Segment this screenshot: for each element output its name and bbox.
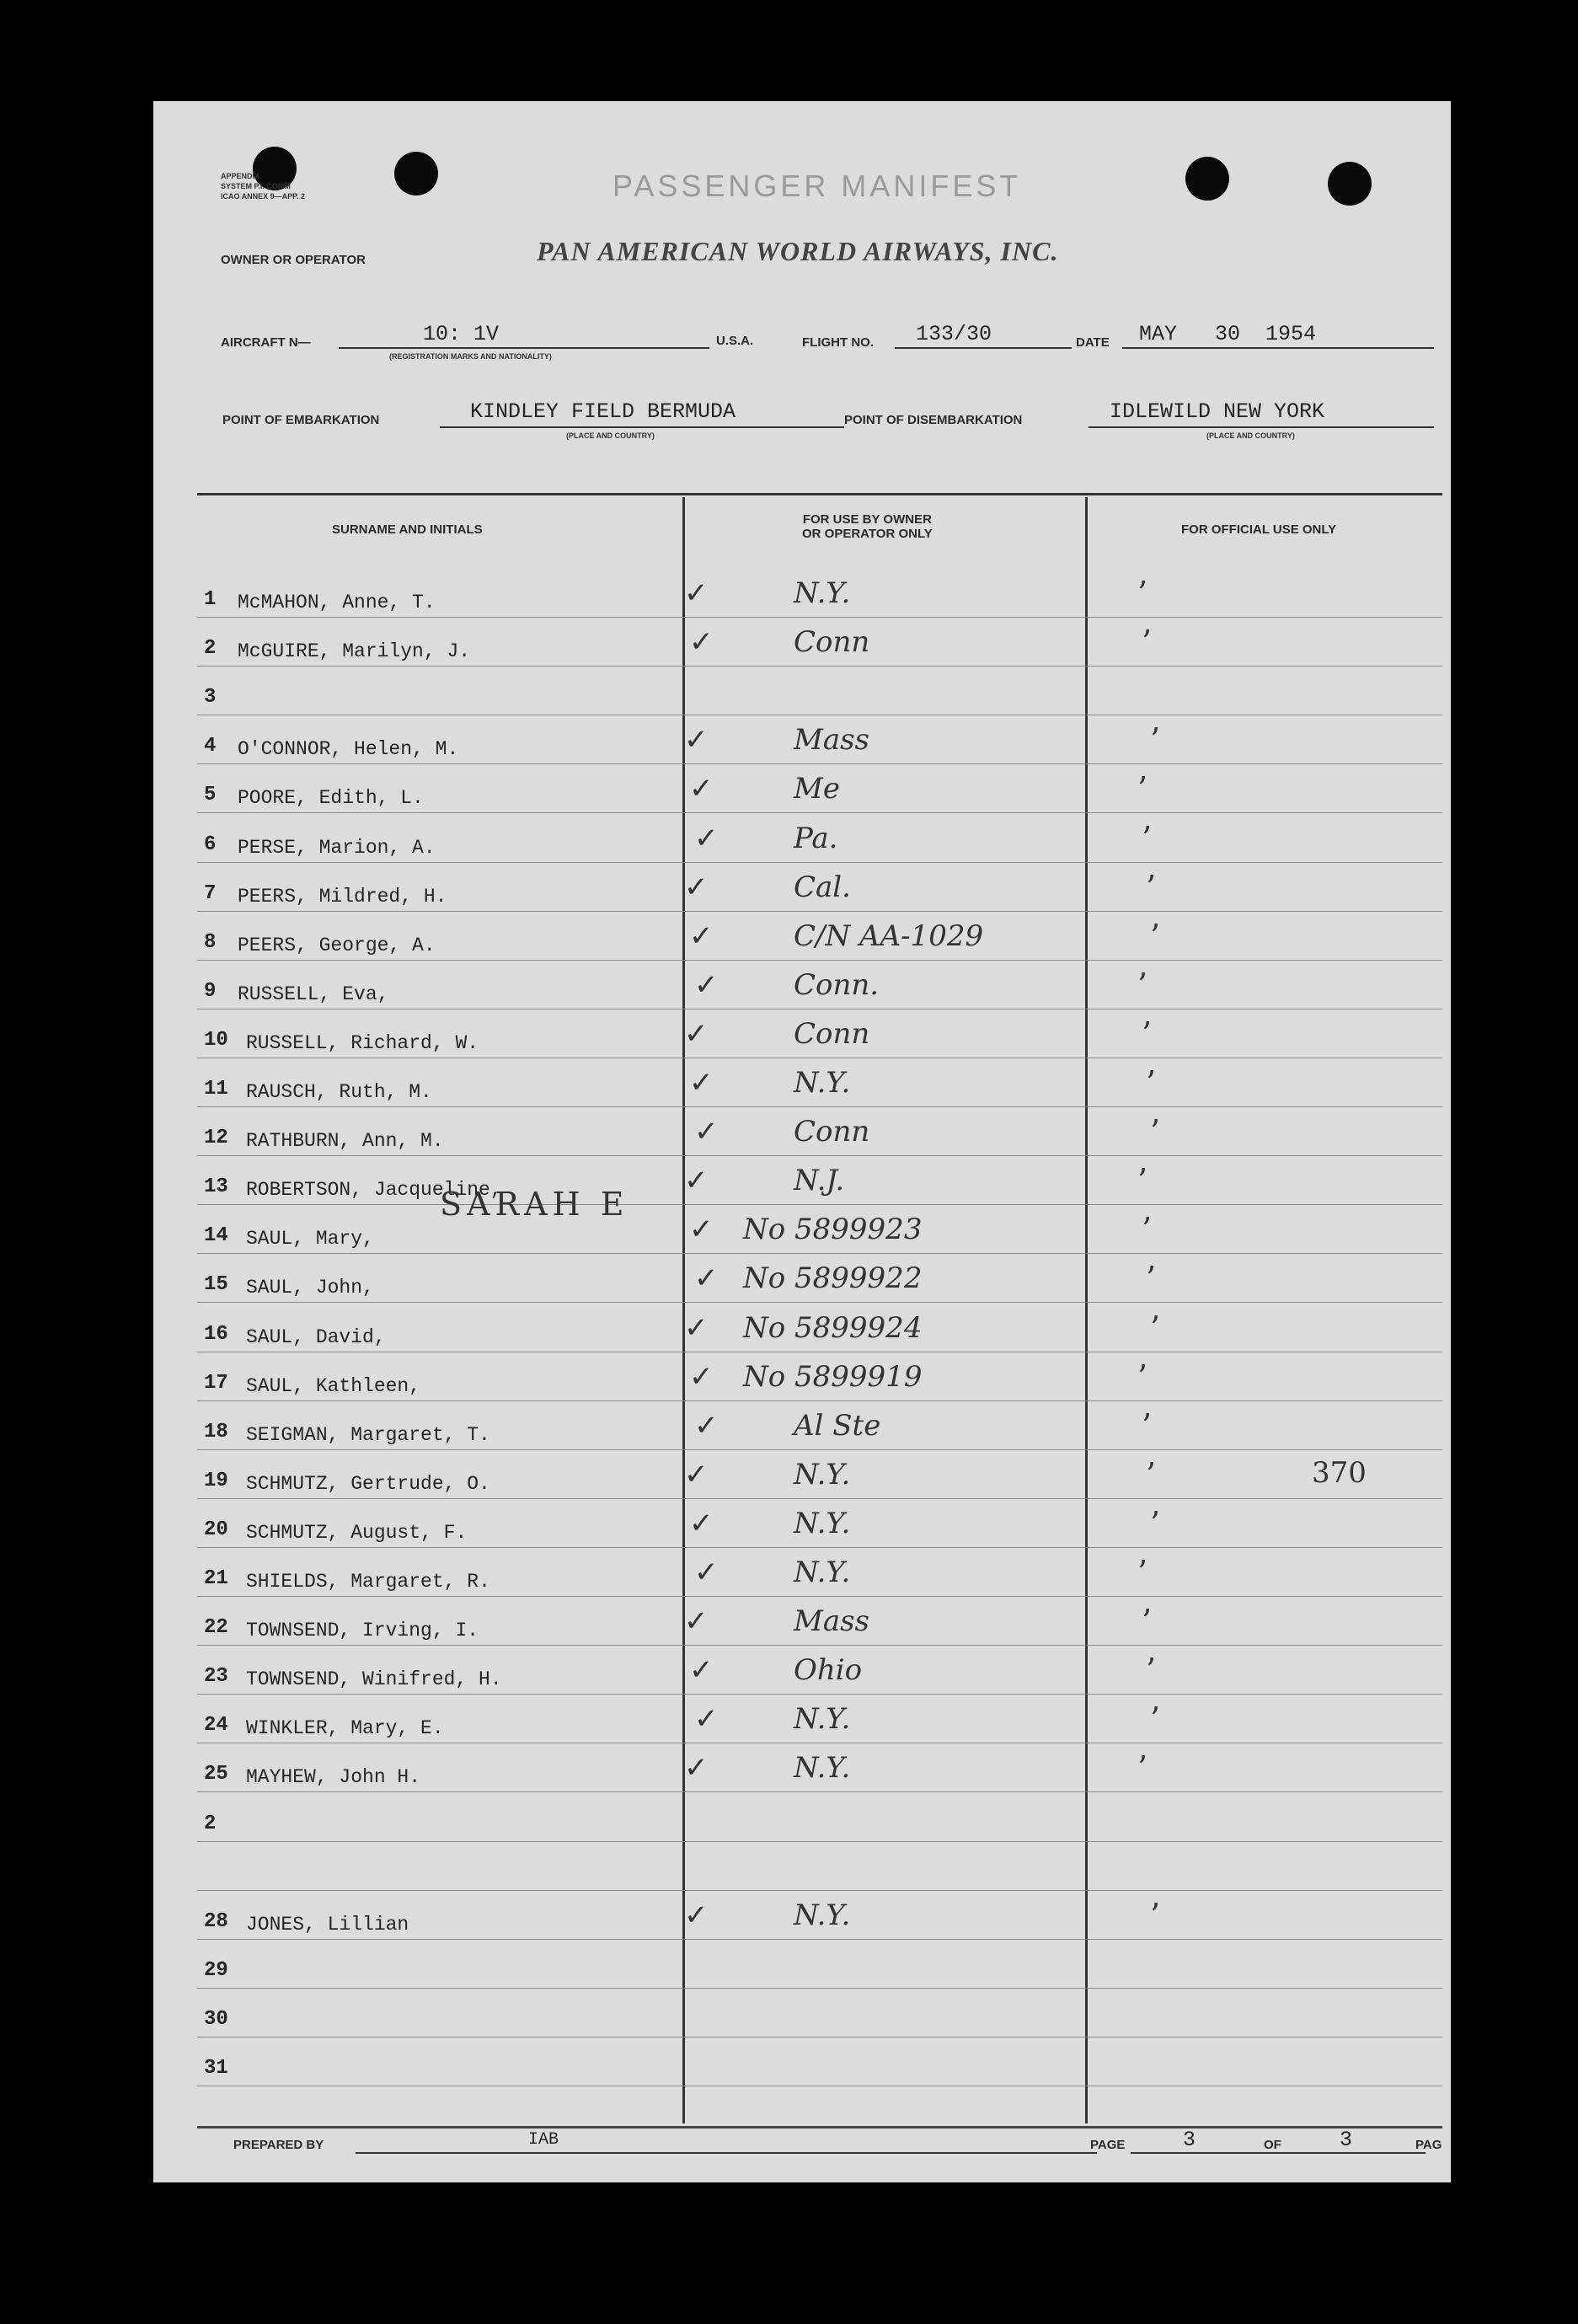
operator-note: Conn <box>794 1017 870 1051</box>
official-tick-icon: ’ <box>1137 575 1148 612</box>
operator-note: N.Y. <box>794 1556 851 1589</box>
table-row <box>153 1015 1451 1071</box>
table-row <box>153 1211 1451 1266</box>
operator-note: Al Ste <box>794 1409 881 1443</box>
row-underline <box>197 862 1442 863</box>
check-mark-icon: ✓ <box>689 1360 714 1394</box>
row-number: 13 <box>204 1175 228 1198</box>
check-mark-icon: ✓ <box>694 822 719 855</box>
passenger-name: SEIGMAN, Margaret, T. <box>246 1424 490 1446</box>
operator-note: N.Y. <box>794 1507 851 1540</box>
check-mark-icon: ✓ <box>684 1017 709 1051</box>
passenger-name: WINKLER, Mary, E. <box>246 1717 444 1739</box>
official-tick-icon: ’ <box>1137 770 1148 807</box>
row-number: 3 <box>204 686 217 709</box>
embarkation-label: POINT OF EMBARKATION <box>222 413 380 427</box>
row-number: 10 <box>204 1029 228 1052</box>
table-row <box>153 1554 1451 1609</box>
official-tick-icon: ’ <box>1150 721 1161 758</box>
operator-note: No 5899924 <box>743 1311 923 1345</box>
flight-value: 133/30 <box>916 322 992 346</box>
check-mark-icon: ✓ <box>684 1458 709 1491</box>
operator-note: N.Y. <box>794 1458 851 1491</box>
embarkation-value: KINDLEY FIELD BERMUDA <box>470 399 736 424</box>
operator-note: C/N AA-1029 <box>794 919 984 953</box>
operator-note: Conn. <box>794 968 880 1002</box>
passenger-name: SAUL, Kathleen, <box>246 1375 421 1397</box>
official-tick-icon: ’ <box>1137 1358 1148 1395</box>
table-row <box>153 2001 1451 2050</box>
column-header-owner <box>802 512 933 541</box>
check-mark-icon: ✓ <box>689 772 714 806</box>
row-number: 6 <box>204 833 217 856</box>
table-row <box>153 1806 1451 1855</box>
check-mark-icon: ✓ <box>684 1898 709 1932</box>
check-mark-icon: ✓ <box>684 870 709 904</box>
row-number: 29 <box>204 1959 228 1982</box>
form-id-line: SYSTEM P.I. COMM <box>221 182 291 190</box>
operator-note: Mass <box>794 723 869 757</box>
operator-note: No 5899923 <box>743 1213 923 1246</box>
page-line <box>1131 2152 1426 2154</box>
official-tick-icon: ’ <box>1146 1064 1157 1101</box>
table-row <box>153 1407 1451 1463</box>
of-value: 3 <box>1340 2128 1353 2152</box>
check-mark-icon: ✓ <box>689 1213 714 1246</box>
row-number: 7 <box>204 882 217 905</box>
table-row <box>153 1505 1451 1561</box>
official-tick-icon: ’ <box>1142 624 1153 661</box>
operator-note: N.Y. <box>794 1066 851 1100</box>
row-underline <box>197 1596 1442 1597</box>
table-row <box>153 1358 1451 1414</box>
flight-label: FLIGHT NO. <box>802 335 874 350</box>
row-underline <box>197 1498 1442 1499</box>
operator-note: N.Y. <box>794 1702 851 1736</box>
of-label: OF <box>1264 2138 1281 2152</box>
flight-line <box>895 347 1072 349</box>
passenger-name: SAUL, David, <box>246 1326 386 1348</box>
official-tick-icon: ’ <box>1142 1015 1153 1052</box>
passenger-name: O'CONNOR, Helen, M. <box>238 738 459 760</box>
disembarkation-value: IDLEWILD NEW YORK <box>1110 399 1325 424</box>
row-underline <box>197 1106 1442 1107</box>
row-number: 12 <box>204 1127 228 1149</box>
row-underline <box>197 812 1442 813</box>
passenger-name: PERSE, Marion, A. <box>238 837 436 859</box>
table-row <box>153 1603 1451 1658</box>
manifest-sheet <box>153 101 1451 2182</box>
column-header-owner-line: FOR USE BY OWNER <box>802 512 932 527</box>
table-row <box>153 2050 1451 2099</box>
page-value: 3 <box>1183 2128 1196 2152</box>
date-label: DATE <box>1076 335 1110 350</box>
official-tick-icon: ’ <box>1137 1162 1148 1199</box>
official-tick-icon: ’ <box>1150 1700 1161 1738</box>
row-number: 24 <box>204 1714 228 1737</box>
embarkation-line <box>440 426 844 428</box>
row-underline <box>197 1253 1442 1254</box>
row-number: 25 <box>204 1763 228 1786</box>
passenger-name: MAYHEW, John H. <box>246 1766 421 1788</box>
table-row <box>153 1897 1451 1952</box>
passenger-name: McGUIRE, Marilyn, J. <box>238 640 471 662</box>
passenger-name: SCHMUTZ, August, F. <box>246 1522 468 1544</box>
table-row <box>153 1456 1451 1512</box>
table-row <box>153 1700 1451 1756</box>
operator-note: Conn <box>794 1115 870 1149</box>
operator-note: Ohio <box>794 1653 863 1687</box>
operator-note: Me <box>794 772 840 806</box>
official-tick-icon: ’ <box>1150 918 1161 955</box>
table-row <box>153 624 1451 679</box>
embarkation-caption: (PLACE AND COUNTRY) <box>566 431 655 440</box>
row-underline <box>197 2037 1442 2038</box>
disembarkation-caption: (PLACE AND COUNTRY) <box>1206 431 1295 440</box>
row-underline <box>197 666 1442 667</box>
date-line <box>1122 347 1434 349</box>
official-tick-icon: ’ <box>1137 1554 1148 1591</box>
table-row <box>153 1855 1451 1904</box>
official-tick-icon: ’ <box>1137 1749 1148 1786</box>
table-row <box>153 918 1451 973</box>
row-number: 2 <box>204 1813 217 1835</box>
row-underline <box>197 911 1442 912</box>
row-number: 19 <box>204 1470 228 1492</box>
check-mark-icon: ✓ <box>694 1702 719 1736</box>
operator-note: N.J. <box>794 1164 845 1197</box>
date-value: MAY 30 1954 <box>1139 322 1317 346</box>
aircraft-line <box>339 347 709 349</box>
table-row <box>153 770 1451 826</box>
passenger-name: SHIELDS, Margaret, R. <box>246 1571 490 1593</box>
handwritten-first-name: SARAH E <box>440 1186 629 1223</box>
official-mark: 370 <box>1312 1456 1367 1490</box>
table-row <box>153 1113 1451 1169</box>
operator-note: No 5899922 <box>743 1261 923 1295</box>
passenger-name: TOWNSEND, Winifred, H. <box>246 1668 502 1690</box>
check-mark-icon: ✓ <box>689 1653 714 1687</box>
operator-note: Conn <box>794 625 870 659</box>
row-number: 20 <box>204 1518 228 1541</box>
punch-hole <box>1328 162 1372 206</box>
check-mark-icon: ✓ <box>689 1066 714 1100</box>
passenger-name: SAUL, John, <box>246 1277 374 1299</box>
row-number: 22 <box>204 1616 228 1639</box>
row-underline <box>197 617 1442 618</box>
form-id-line: APPENDIX <box>221 172 260 180</box>
table-row <box>153 967 1451 1022</box>
table-row <box>153 820 1451 876</box>
check-mark-icon: ✓ <box>689 625 714 659</box>
operator-note: No 5899919 <box>743 1360 923 1394</box>
check-mark-icon: ✓ <box>689 1507 714 1540</box>
punch-hole <box>1185 157 1229 201</box>
official-tick-icon: ’ <box>1150 1505 1161 1542</box>
page-title: PASSENGER MANIFEST <box>612 169 1022 203</box>
table-row <box>153 1952 1451 2001</box>
column-header-name: SURNAME AND INITIALS <box>332 522 483 537</box>
row-number: 14 <box>204 1224 228 1247</box>
row-underline <box>197 1204 1442 1205</box>
table-row <box>153 1652 1451 1707</box>
row-number: 15 <box>204 1273 228 1296</box>
passenger-name: PEERS, Mildred, H. <box>238 886 447 908</box>
form-id-line: ICAO ANNEX 9—APP. 2 <box>221 192 306 201</box>
official-tick-icon: ’ <box>1150 1309 1161 1347</box>
row-underline <box>197 960 1442 961</box>
passenger-name: RAUSCH, Ruth, M. <box>246 1081 432 1103</box>
row-underline <box>197 1939 1442 1940</box>
prepared-by-value: IAB <box>528 2130 559 2150</box>
prepared-by-label: PREPARED BY <box>233 2138 324 2152</box>
official-tick-icon: ’ <box>1142 1407 1153 1444</box>
official-tick-icon: ’ <box>1146 869 1157 906</box>
passenger-name: TOWNSEND, Irving, I. <box>246 1620 479 1641</box>
operator-note: N.Y. <box>794 576 851 610</box>
row-number: 23 <box>204 1665 228 1688</box>
row-underline <box>197 1791 1442 1792</box>
check-mark-icon: ✓ <box>684 1604 709 1638</box>
official-tick-icon: ’ <box>1150 1113 1161 1150</box>
table-row <box>153 1064 1451 1120</box>
row-number: 2 <box>204 637 217 660</box>
check-mark-icon: ✓ <box>684 1164 709 1197</box>
official-tick-icon: ’ <box>1142 1603 1153 1640</box>
airline-name: PAN AMERICAN WORLD AIRWAYS, INC. <box>537 236 1059 266</box>
table-row <box>153 575 1451 630</box>
check-mark-icon: ✓ <box>684 1751 709 1785</box>
operator-note: Cal. <box>794 870 851 904</box>
check-mark-icon: ✓ <box>694 1261 719 1295</box>
passenger-name: McMAHON, Anne, T. <box>238 592 436 613</box>
table-row <box>153 721 1451 777</box>
punch-hole <box>394 152 438 195</box>
passenger-name: RATHBURN, Ann, M. <box>246 1130 444 1152</box>
row-underline <box>197 1449 1442 1450</box>
row-number: 31 <box>204 2057 228 2080</box>
table-row <box>153 1162 1451 1218</box>
official-tick-icon: ’ <box>1142 1211 1153 1248</box>
operator-note: Pa. <box>794 822 838 855</box>
check-mark-icon: ✓ <box>684 723 709 757</box>
passenger-name: JONES, Lillian <box>246 1914 409 1936</box>
passenger-name: SCHMUTZ, Gertrude, O. <box>246 1473 490 1495</box>
row-number: 17 <box>204 1372 228 1395</box>
row-number: 11 <box>204 1078 228 1100</box>
passenger-name: POORE, Edith, L. <box>238 787 424 809</box>
table-row <box>153 1749 1451 1805</box>
page-label: PAGE <box>1090 2138 1126 2152</box>
operator-note: N.Y. <box>794 1751 851 1785</box>
aircraft-value: 10: 1V <box>423 322 500 346</box>
passenger-name: PEERS, George, A. <box>238 934 436 956</box>
row-underline <box>197 1841 1442 1842</box>
row-underline <box>197 1988 1442 1989</box>
check-mark-icon: ✓ <box>694 968 719 1002</box>
row-number: 16 <box>204 1323 228 1346</box>
row-underline <box>197 1694 1442 1695</box>
row-underline <box>197 1400 1442 1401</box>
row-underline <box>197 1645 1442 1646</box>
row-underline <box>197 1547 1442 1548</box>
check-mark-icon: ✓ <box>694 1115 719 1149</box>
row-number: 5 <box>204 784 217 806</box>
check-mark-icon: ✓ <box>694 1556 719 1589</box>
table-row <box>153 1260 1451 1315</box>
table-bottom-rule <box>197 2126 1442 2129</box>
passenger-name: RUSSELL, Richard, W. <box>246 1032 479 1054</box>
row-number: 21 <box>204 1567 228 1590</box>
country-label: U.S.A. <box>716 334 754 348</box>
passenger-name: SAUL, Mary, <box>246 1228 374 1250</box>
check-mark-icon: ✓ <box>684 1311 709 1345</box>
passenger-name: RUSSELL, Eva, <box>238 983 389 1005</box>
passenger-name: ROBERTSON, Jacqueline, <box>246 1179 502 1201</box>
table-top-rule <box>197 493 1442 495</box>
official-tick-icon: ’ <box>1150 1897 1161 1934</box>
prepared-by-line <box>356 2152 1097 2154</box>
row-underline <box>197 763 1442 764</box>
row-number: 9 <box>204 980 217 1003</box>
disembarkation-label: POINT OF DISEMBARKATION <box>844 413 1023 427</box>
row-underline <box>197 1302 1442 1303</box>
operator-note: Mass <box>794 1604 869 1638</box>
row-number: 8 <box>204 931 217 954</box>
check-mark-icon: ✓ <box>694 1409 719 1443</box>
column-header-owner-line: OR OPERATOR ONLY <box>802 527 933 541</box>
check-mark-icon: ✓ <box>689 919 714 953</box>
disembarkation-line <box>1089 426 1434 428</box>
table-row <box>153 869 1451 924</box>
table-row <box>153 1309 1451 1365</box>
official-tick-icon: ’ <box>1137 967 1148 1004</box>
check-mark-icon: ✓ <box>684 576 709 610</box>
official-tick-icon: ’ <box>1146 1456 1157 1493</box>
row-number: 18 <box>204 1421 228 1443</box>
aircraft-caption: (REGISTRATION MARKS AND NATIONALITY) <box>389 352 552 361</box>
column-header-official: FOR OFFICIAL USE ONLY <box>1181 522 1337 537</box>
aircraft-label: AIRCRAFT N— <box>221 335 311 350</box>
row-number: 4 <box>204 735 217 758</box>
owner-label: OWNER OR OPERATOR <box>221 253 366 267</box>
row-number: 30 <box>204 2008 228 2031</box>
official-tick-icon: ’ <box>1146 1260 1157 1297</box>
row-underline <box>197 1155 1442 1156</box>
row-underline <box>197 1890 1442 1891</box>
official-tick-icon: ’ <box>1142 820 1153 857</box>
operator-note: N.Y. <box>794 1898 851 1932</box>
row-number: 1 <box>204 588 217 611</box>
table-row <box>153 679 1451 728</box>
official-tick-icon: ’ <box>1146 1652 1157 1689</box>
row-number: 28 <box>204 1910 228 1933</box>
pages-label: PAG <box>1415 2138 1442 2152</box>
